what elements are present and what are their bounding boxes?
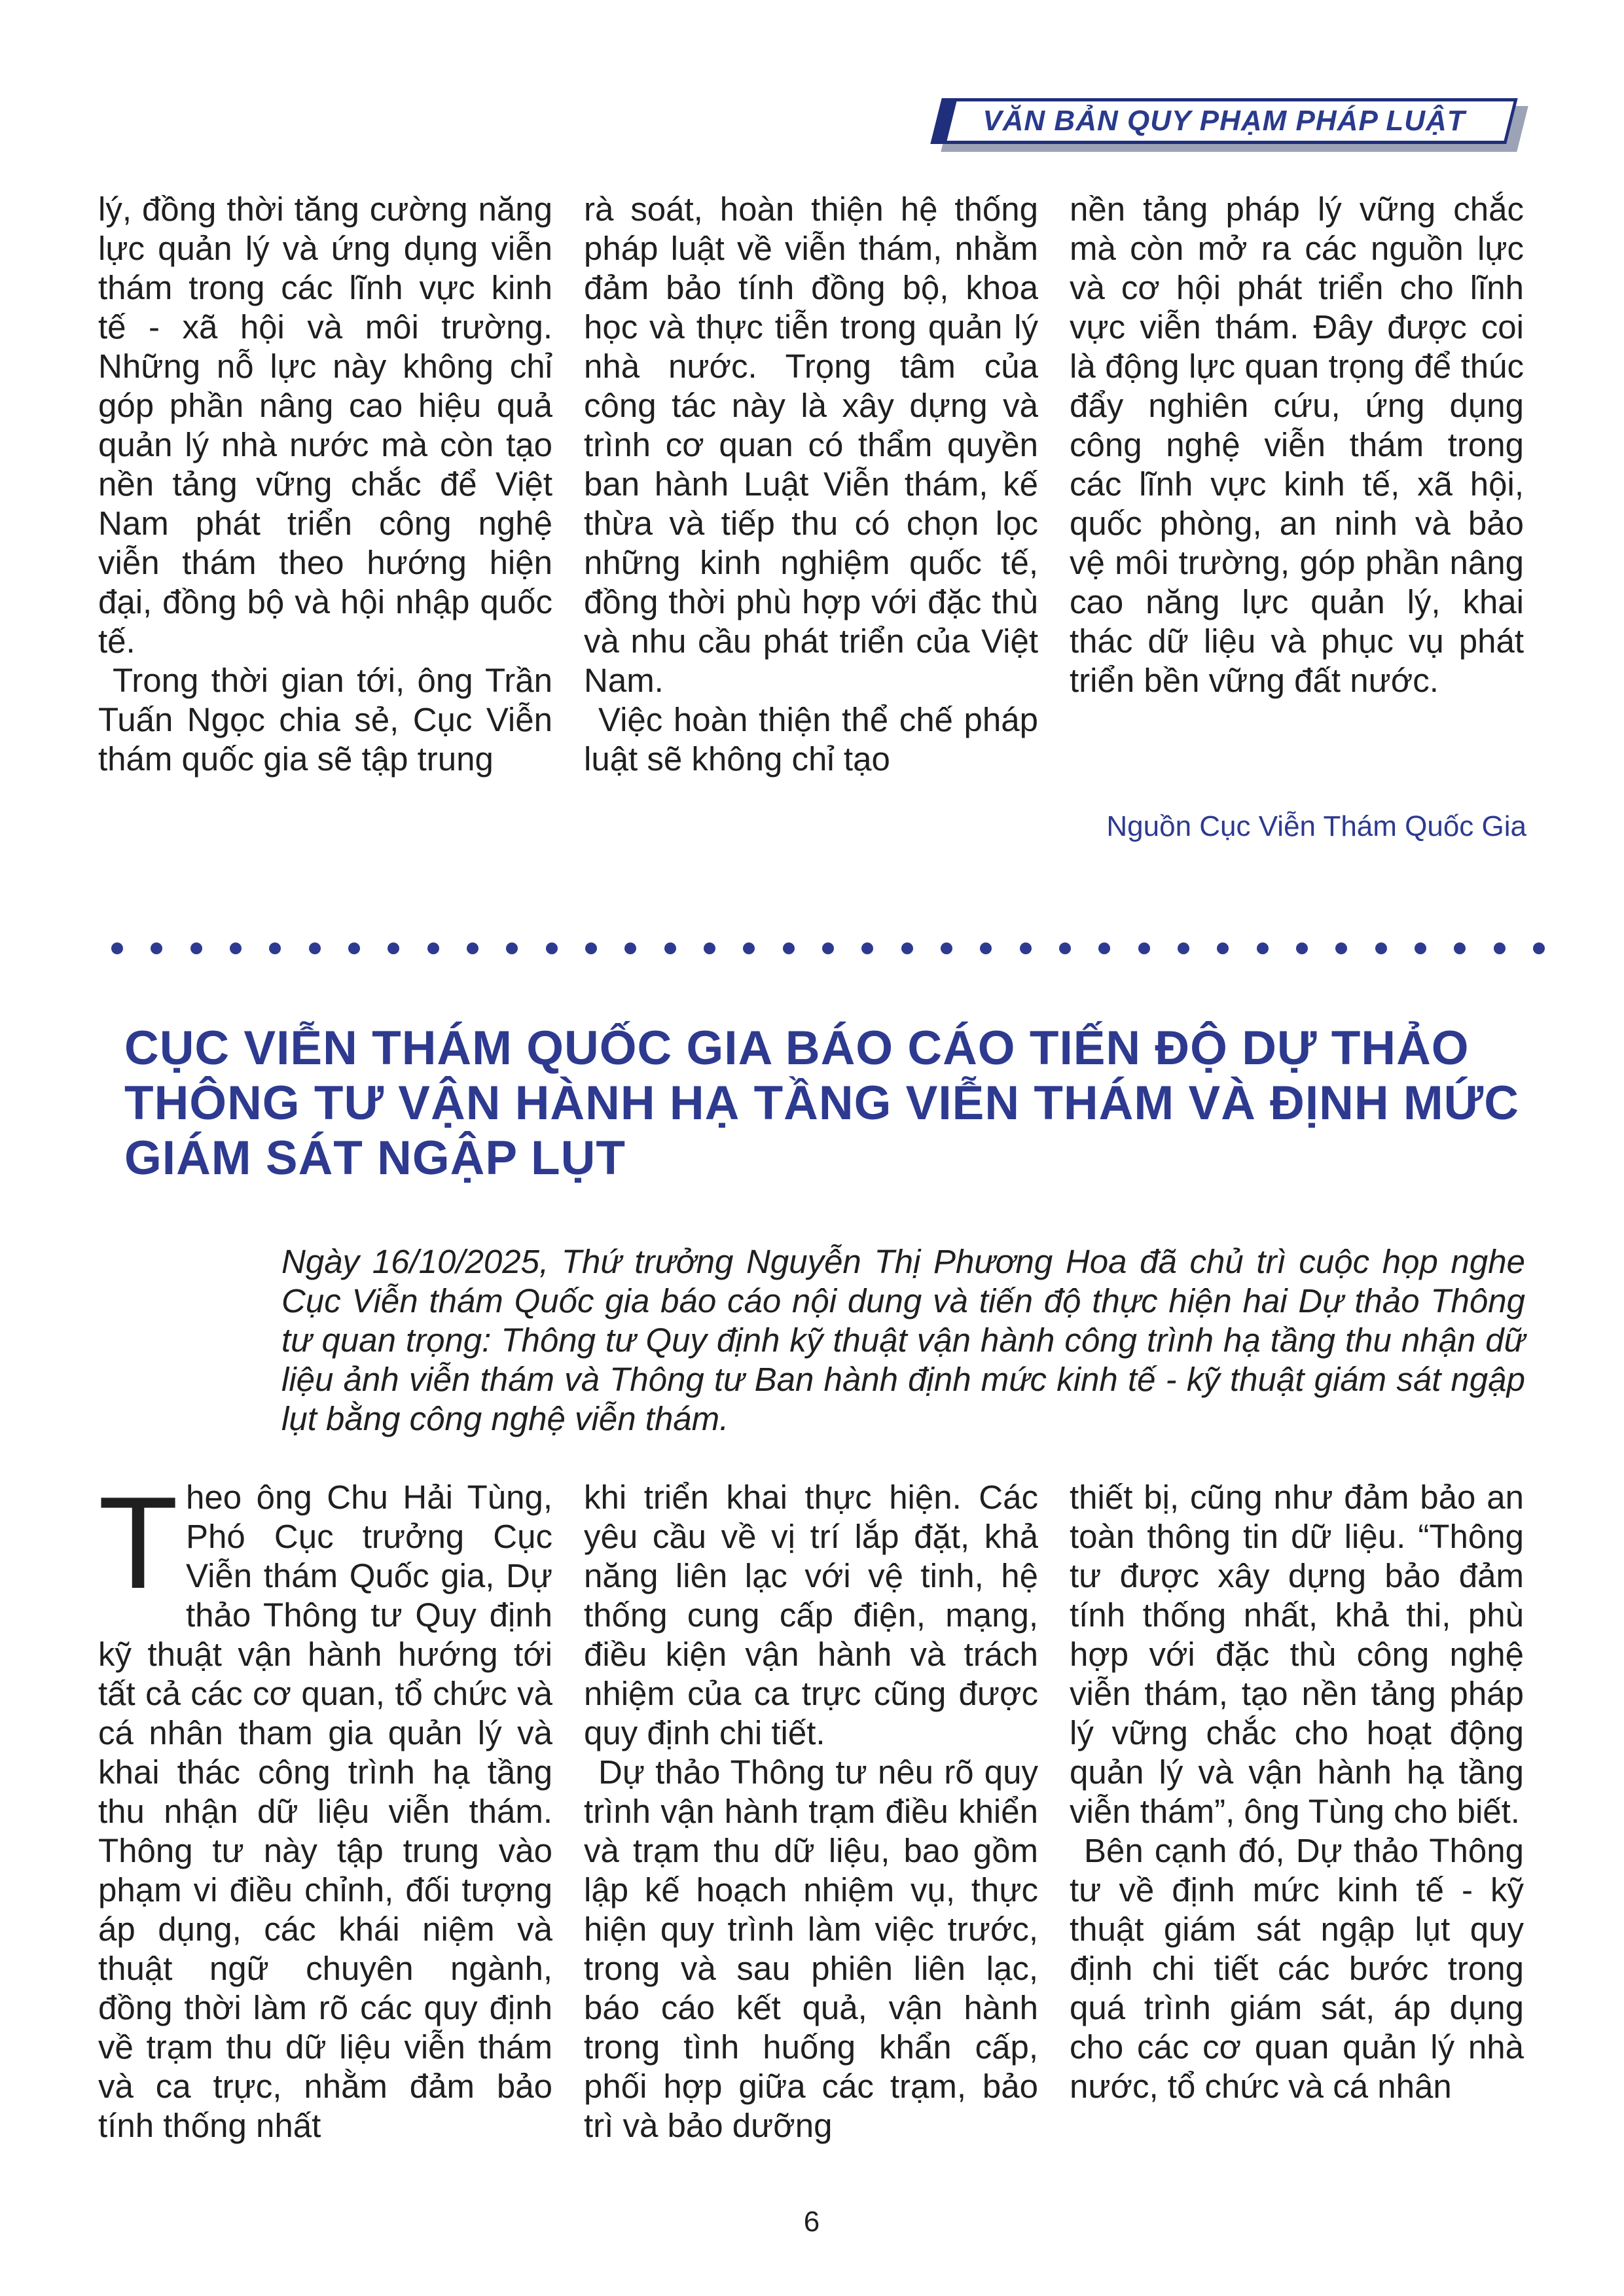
divider-dot xyxy=(1059,942,1071,954)
divider-dot xyxy=(427,942,439,954)
divider-dot xyxy=(1020,942,1032,954)
divider-dot xyxy=(743,942,755,954)
divider-dot xyxy=(1098,942,1110,954)
divider-dot xyxy=(1178,942,1189,954)
paragraph: lý, đồng thời tăng cường năng lực quản lý và ứng dụng viễn thám trong các lĩnh vực kinh tế - xã hội và môi trường. Những nỗ lực này không chỉ góp phần nâng cao hiệu quả quản lý nhà nước mà còn tạo nền tảng vững chắc để Việt Nam phát triển công nghệ viễn thám theo hướng hiện đại, đồng bộ và hội nhập quốc tế. xyxy=(98,190,552,660)
divider-dot xyxy=(467,942,478,954)
divider-dot xyxy=(1257,942,1269,954)
paragraph: thiết bị, cũng như đảm bảo an toàn thông tin dữ liệu. “Thông tư được xây dựng bảo đảm tính thống nhất, khả thi, phù hợp với đặc thù công nghệ viễn thám, tạo nền tảng pháp lý vững chắc cho hoạt động quản lý và vận hành hạ tầng viễn thám”, ông Tùng cho biết. xyxy=(1070,1479,1524,1830)
paragraph: khi triển khai thực hiện. Các yêu cầu về vị trí lắp đặt, khả năng liên lạc với vệ tinh, hệ thống cung cấp điện, mạng, điều kiện vận hành và trách nhiệm của ca trực cũng được quy định chi tiết. xyxy=(584,1479,1038,1751)
drop-cap: T xyxy=(98,1470,179,1616)
divider-dot xyxy=(546,942,558,954)
paragraph: Trong thời gian tới, ông Trần Tuấn Ngọc chia sẻ, Cục Viễn thám quốc gia sẽ tập trung xyxy=(98,662,552,778)
divider-dot xyxy=(980,942,992,954)
divider-dot xyxy=(230,942,242,954)
paragraph: Dự thảo Thông tư nêu rõ quy trình vận hành trạm điều khiển và trạm thu dữ liệu, bao gồm lập kế hoạch nhiệm vụ, thực hiện quy trình làm việc trước, trong và sau phiên liên lạc, báo cáo kết quả, vận hành trong tình huống khẩn cấp, phối hợp giữa các trạm, bảo trì và bảo dưỡng xyxy=(584,1753,1038,2144)
source-credit: Nguồn Cục Viễn Thám Quốc Gia xyxy=(1106,810,1526,842)
divider-dot xyxy=(151,942,162,954)
top-column-2 xyxy=(584,190,1038,779)
divider-dot xyxy=(1415,942,1426,954)
section-label: VĂN BẢN QUY PHẠM PHÁP LUẬT xyxy=(983,105,1466,137)
divider-dot xyxy=(1296,942,1308,954)
paragraph: rà soát, hoàn thiện hệ thống pháp luật về viễn thám, nhằm đảm bảo tính đồng bộ, khoa học và thực tiễn trong quản lý nhà nước. Trọng tâm của công tác này là xây dựng và trình cơ quan có thẩm quyền ban hành Luật Viễn thám, kế thừa và tiếp thu có chọn lọc những kinh nghiệm quốc tế, đồng thời phù hợp với đặc thù và nhu cầu phát triển của Việt Nam. xyxy=(584,190,1038,699)
page-number: 6 xyxy=(803,2206,820,2238)
body-column-3 xyxy=(1070,1478,1524,2106)
section-header xyxy=(936,98,1533,148)
divider-dot xyxy=(111,942,123,954)
divider-dot xyxy=(783,942,795,954)
divider-dot xyxy=(506,942,518,954)
divider-dot xyxy=(585,942,597,954)
article-lead: Ngày 16/10/2025, Thứ trưởng Nguyễn Thị Phương Hoa đã chủ trì cuộc họp nghe Cục Viễn thám Quốc gia báo cáo nội dung và tiến độ thực hiện hai Dự thảo Thông tư quan trọng: Thông tư Quy định kỹ thuật vận hành công trình hạ tầng thu nhận dữ liệu ảnh viễn thám và Thông tư Ban hành định mức kinh tế - kỹ thuật giám sát ngập lụt bằng công nghệ viễn thám. xyxy=(281,1243,1525,1437)
top-column-3 xyxy=(1070,190,1524,700)
paragraph: Bên cạnh đó, Dự thảo Thông tư về định mức kinh tế - kỹ thuật giám sát ngập lụt quy định chi tiết các bước trong quá trình giám sát, áp dụng cho các cơ quan quản lý nhà nước, tổ chức và cá nhân xyxy=(1070,1832,1524,2105)
divider-dot xyxy=(941,942,952,954)
divider-dot xyxy=(388,942,399,954)
divider-dot xyxy=(1375,942,1387,954)
divider-dot xyxy=(190,942,202,954)
divider-dot xyxy=(348,942,360,954)
divider-dot xyxy=(1494,942,1506,954)
divider-dot xyxy=(1217,942,1229,954)
divider-dot xyxy=(1533,942,1545,954)
body-column-1 xyxy=(98,1470,552,2145)
divider-dot xyxy=(861,942,873,954)
divider-dot xyxy=(664,942,676,954)
divider-dot xyxy=(309,942,321,954)
top-column-1 xyxy=(98,190,552,779)
divider-dot xyxy=(624,942,636,954)
body-column-2 xyxy=(584,1478,1038,2145)
divider-dot xyxy=(1335,942,1347,954)
divider-dot xyxy=(1454,942,1466,954)
divider-dot xyxy=(269,942,281,954)
divider-dot xyxy=(901,942,913,954)
article-title: CỤC VIỄN THÁM QUỐC GIA BÁO CÁO TIẾN ĐỘ DỰ THẢO THÔNG TƯ VẬN HÀNH HẠ TẦNG VIỄN THÁM VÀ ĐỊNH MỨC GIÁM SÁT NGẬP LỤT xyxy=(124,1022,1519,1185)
divider-dot xyxy=(704,942,715,954)
divider-dot xyxy=(822,942,834,954)
paragraph: heo ông Chu Hải Tùng, Phó Cục trưởng Cục Viễn thám Quốc gia, Dự thảo Thông tư Quy định kỹ thuật vận hành hướng tới tất cả các cơ quan, tổ chức và cá nhân tham gia quản lý và khai thác công trình hạ tầng thu nhận dữ liệu viễn thám. Thông tư này tập trung vào phạm vi điều chỉnh, đối tượng áp dụng, các khái niệm và thuật ngữ chuyên ngành, đồng thời làm rõ các quy định về trạm thu dữ liệu viễn thám và ca trực, nhằm đảm bảo tính thống nhất xyxy=(98,1479,552,2144)
divider-dot xyxy=(1138,942,1150,954)
dotted-divider xyxy=(111,942,1545,956)
paragraph: Việc hoàn thiện thể chế pháp luật sẽ không chỉ tạo xyxy=(584,701,1038,778)
paragraph: nền tảng pháp lý vững chắc mà còn mở ra các nguồn lực và cơ hội phát triển cho lĩnh vực viễn thám. Đây được coi là động lực quan trọng để thúc đẩy nghiên cứu, ứng dụng công nghệ viễn thám trong các lĩnh vực kinh tế, xã hội, quốc phòng, an ninh và bảo vệ môi trường, góp phần nâng cao năng lực quản lý, khai thác dữ liệu và phục vụ phát triển bền vững đất nước. xyxy=(1070,190,1524,699)
